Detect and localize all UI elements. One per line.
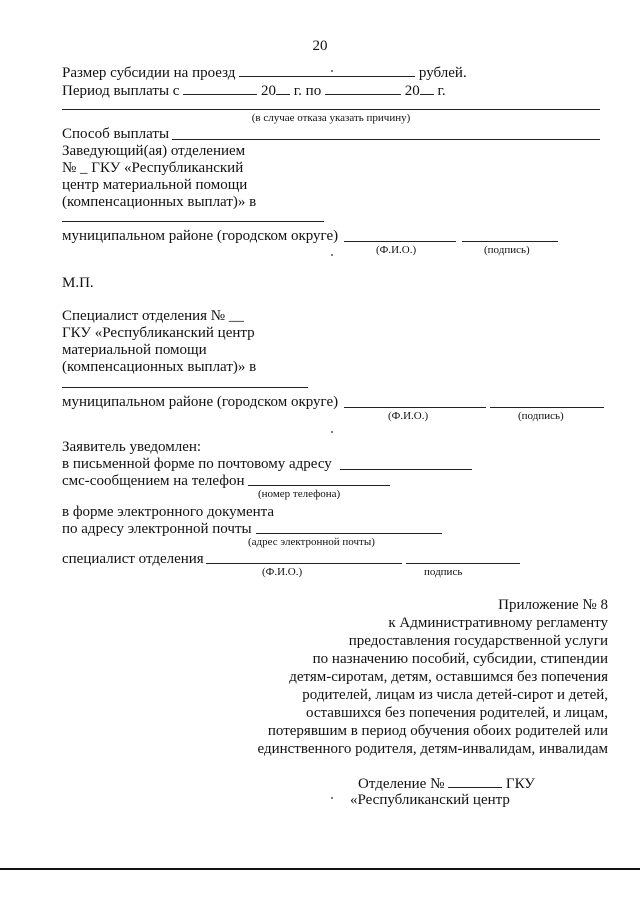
payment-method-line[interactable] — [172, 139, 600, 140]
notified-post-line[interactable] — [340, 469, 472, 470]
subsidy-amount-field[interactable] — [239, 62, 415, 77]
period-year-2-field[interactable] — [420, 80, 434, 95]
notified-email-hint: (адрес электронной почты) — [248, 536, 375, 548]
appendix-line-2: к Административному регламенту — [388, 615, 608, 631]
appendix-line-5: детям-сиротам, детям, оставшимся без попечения — [289, 669, 608, 685]
appendix-line-9: единственного родителя, детям-инвалидам, инвалидам — [257, 741, 608, 757]
appendix-line-6: родителей, лицам из числа детей-сирот и детей, — [302, 687, 608, 703]
period-year-1-field[interactable] — [276, 80, 290, 95]
scan-speck — [331, 254, 333, 256]
notified-fio-hint: (Ф.И.О.) — [262, 566, 303, 578]
subsidy-amount-row — [62, 62, 467, 82]
recipient-prefix: Отделение № — [358, 776, 445, 792]
notified-sms: смс-сообщением на телефон — [62, 473, 245, 489]
subsidy-amount-label: Размер субсидии на проезд — [62, 65, 236, 81]
head-district-line[interactable] — [62, 221, 324, 222]
notified-sign-line[interactable] — [406, 563, 520, 564]
notified-post: в письменной форме по почтовому адресу — [62, 456, 332, 472]
notified-phone-line[interactable] — [248, 485, 390, 486]
specialist-district-label: муниципальном районе (городском округе) — [62, 394, 339, 410]
payment-period-label: Период выплаты с — [62, 83, 180, 99]
specialist-line-2: ГКУ «Республиканский центр — [62, 325, 255, 341]
head-fio-line[interactable] — [344, 241, 456, 242]
refusal-reason-line[interactable] — [62, 109, 600, 110]
specialist-fio-hint: (Ф.И.О.) — [388, 410, 429, 422]
notified-fio-line[interactable] — [206, 563, 402, 564]
recipient-suffix: ГКУ — [505, 776, 535, 792]
head-sign-line[interactable] — [462, 241, 558, 242]
appendix-line-4: по назначению пособий, субсидии, стипендии — [312, 651, 608, 667]
payment-method-label: Способ выплаты — [62, 126, 170, 142]
appendix-line-7: оставшихся без попечения родителей, и лицам, — [306, 705, 608, 721]
appendix-line-3: предоставления государственной услуги — [348, 633, 608, 649]
page-number: 20 — [312, 38, 328, 54]
appendix-line-8: потерявшим в период обучения обоих родителей или — [267, 723, 608, 739]
stamp-label: М.П. — [62, 275, 94, 291]
head-line-3: центр материальной помощи — [62, 177, 248, 193]
head-district-label: муниципальном районе (городском округе) — [62, 228, 339, 244]
notified-email-line[interactable] — [256, 533, 442, 534]
head-line-4: (компенсационных выплат)» в — [62, 194, 257, 210]
appendix-title: Приложение № 8 — [498, 597, 608, 613]
payment-period-row — [62, 80, 446, 100]
subsidy-amount-unit: рублей. — [418, 65, 467, 81]
notified-sign-hint: подпись — [424, 566, 463, 578]
scan-bottom-edge — [0, 868, 640, 870]
specialist-line-4: (компенсационных выплат)» в — [62, 359, 257, 375]
period-g-po: г. по — [293, 83, 322, 99]
scan-speck — [331, 70, 333, 72]
specialist-fio-line[interactable] — [344, 407, 486, 408]
specialist-sign-line[interactable] — [490, 407, 604, 408]
period-year-1: 20 — [260, 83, 276, 99]
notified-phone-hint: (номер телефона) — [258, 488, 341, 500]
specialist-line-3: материальной помощи — [62, 342, 207, 358]
specialist-line-1: Специалист отделения № __ — [62, 308, 244, 324]
specialist-district-line[interactable] — [62, 387, 308, 388]
refusal-hint: (в случае отказа указать причину) — [251, 112, 411, 124]
notified-email: по адресу электронной почты — [62, 521, 252, 537]
recipient-line-1 — [358, 773, 535, 793]
period-year-2: 20 — [404, 83, 420, 99]
scan-speck — [331, 431, 333, 433]
notified-specialist: специалист отделения — [62, 551, 204, 567]
notified-edoc: в форме электронного документа — [62, 504, 275, 520]
recipient-line-2: «Республиканский центр — [350, 792, 510, 808]
head-line-1: Заведующий(ая) отделением — [62, 143, 246, 159]
period-end-field[interactable] — [325, 80, 401, 95]
recipient-number-field[interactable] — [448, 773, 502, 788]
notified-title: Заявитель уведомлен: — [62, 439, 202, 455]
scan-speck — [331, 797, 333, 799]
head-line-2: № _ ГКУ «Республиканский — [62, 160, 244, 176]
head-fio-hint: (Ф.И.О.) — [376, 244, 417, 256]
specialist-sign-hint: (подпись) — [518, 410, 564, 422]
period-start-field[interactable] — [183, 80, 257, 95]
period-g-end: г. — [437, 83, 446, 99]
head-sign-hint: (подпись) — [484, 244, 530, 256]
